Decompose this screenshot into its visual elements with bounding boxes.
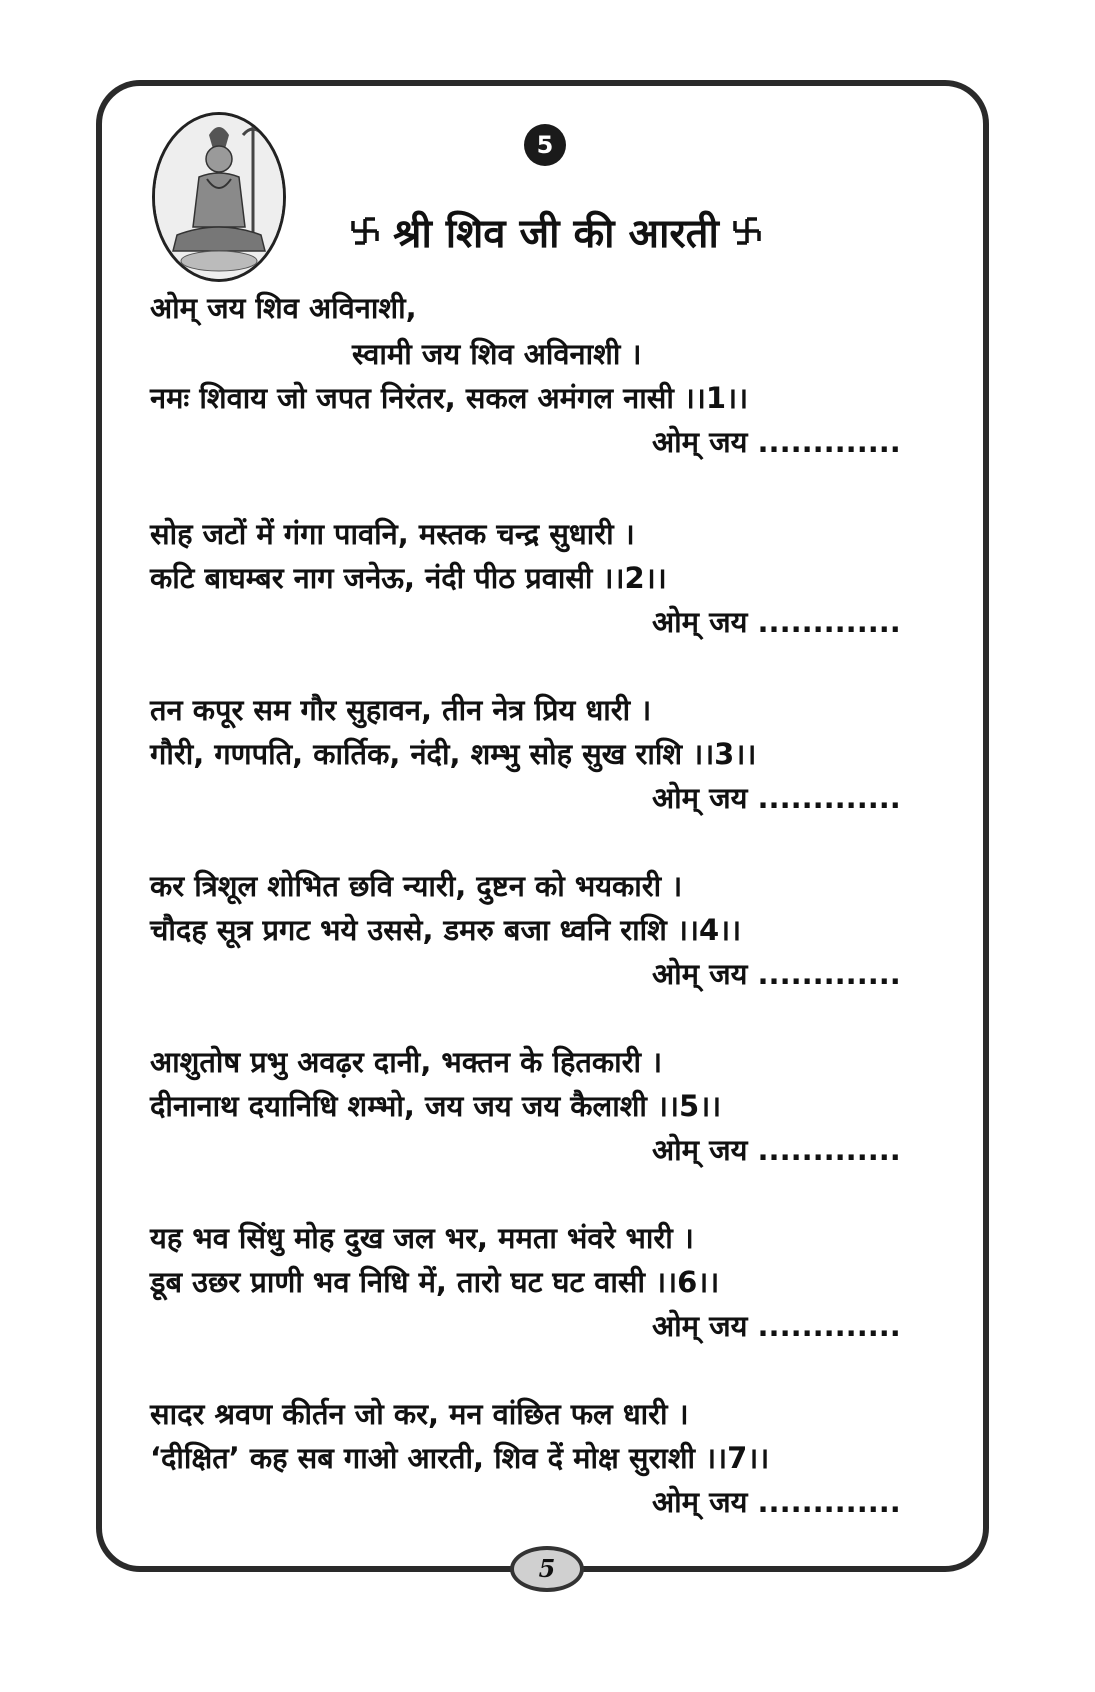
verse-line: स्वामी जय शिव अविनाशी । xyxy=(352,337,642,371)
verse-line: सोह जटों में गंगा पावनि, मस्तक चन्द्र सुधारी । xyxy=(150,517,635,551)
refrain-line: ओम् जय ............. xyxy=(652,781,901,815)
verse-line: चौदह सूत्र प्रगट भये उससे, डमरु बजा ध्वनि राशि ।।4।। xyxy=(150,913,742,947)
verse-line: सादर श्रवण कीर्तन जो कर, मन वांछित फल धारी । xyxy=(150,1397,689,1431)
verse-line: यह भव सिंधु मोह दुख जल भर, ममता भंवरे भारी । xyxy=(150,1221,694,1255)
page-title-row xyxy=(306,200,806,262)
page-title: श्री शिव जी की आरती xyxy=(393,210,719,257)
page-badge: 5 xyxy=(524,124,566,166)
refrain-line: ओम् जय ............. xyxy=(652,425,901,459)
swastika-icon xyxy=(349,215,381,247)
verse-line: गौरी, गणपति, कार्तिक, नंदी, शम्भु सोह सुख राशि ।।3।। xyxy=(150,737,757,771)
verse-line: डूब उछर प्राणी भव निधि में, तारो घट घट वासी ।।6।। xyxy=(150,1265,720,1299)
refrain-line: ओम् जय ............. xyxy=(652,1485,901,1519)
refrain-line: ओम् जय ............. xyxy=(652,605,901,639)
refrain-line: ओम् जय ............. xyxy=(652,957,901,991)
verse-line: दीनानाथ दयानिधि शम्भो, जय जय जय कैलाशी ।।5।। xyxy=(150,1089,722,1123)
verse-line: नमः शिवाय जो जपत निरंतर, सकल अमंगल नासी ।।1।। xyxy=(150,381,749,415)
verse-line: आशुतोष प्रभु अवढ़र दानी, भक्तन के हितकारी । xyxy=(150,1045,663,1079)
verse-line: कर त्रिशूल शोभित छवि न्यारी, दुष्टन को भयकारी । xyxy=(150,869,683,903)
page-number: 5 xyxy=(510,1546,584,1592)
shiva-portrait-image xyxy=(152,112,286,282)
verse-line: तन कपूर सम गौर सुहावन, तीन नेत्र प्रिय धारी । xyxy=(150,693,652,727)
refrain-line: ओम् जय ............. xyxy=(652,1133,901,1167)
shiva-figure-icon xyxy=(155,115,283,279)
refrain-line: ओम् जय ............. xyxy=(652,1309,901,1343)
verse-line: ‘दीक्षित’ कह सब गाओ आरती, शिव दें मोक्ष सुराशी ।।7।। xyxy=(150,1441,770,1475)
verse-line: ओम् जय शिव अविनाशी, xyxy=(150,291,417,325)
swastika-icon xyxy=(731,215,763,247)
verse-line: कटि बाघम्बर नाग जनेऊ, नंदी पीठ प्रवासी ।।2।। xyxy=(150,561,667,595)
